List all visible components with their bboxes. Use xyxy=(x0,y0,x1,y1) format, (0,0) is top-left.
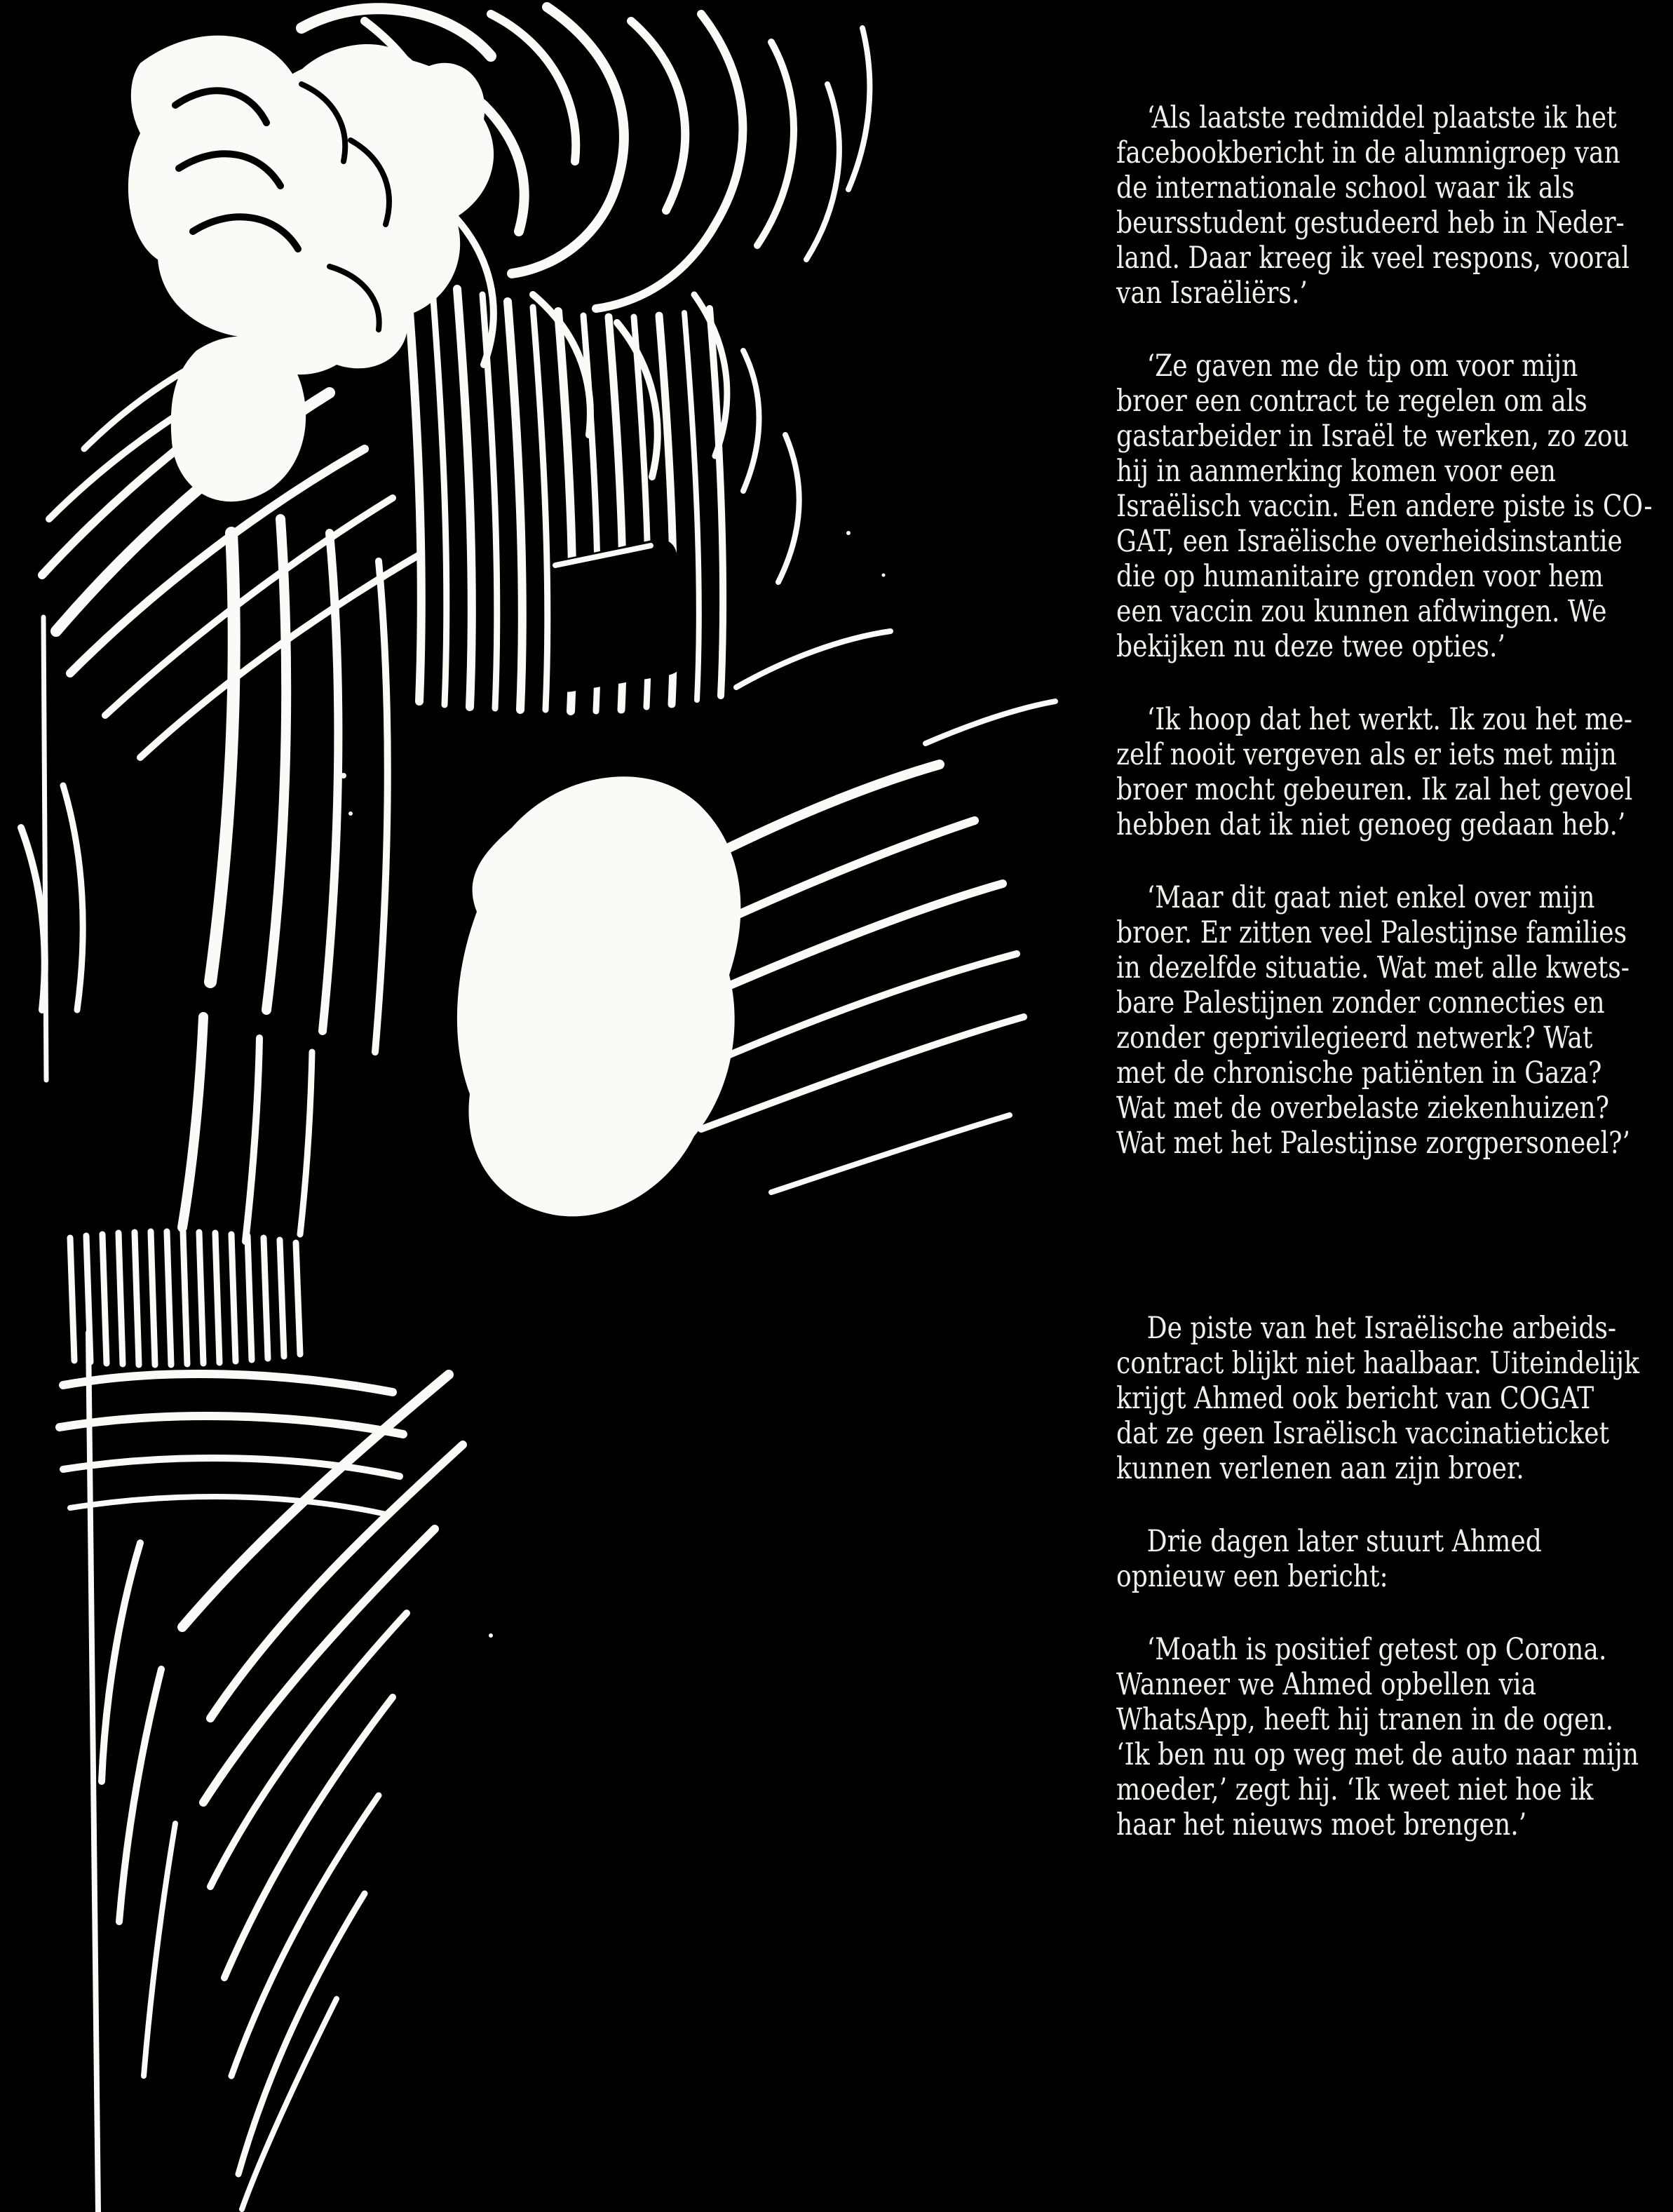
text-line: van Israëliërs.’ xyxy=(1116,276,1308,311)
cuff-ribs xyxy=(70,1232,300,1365)
text-line: ‘Moath is positief getest op Corona. xyxy=(1146,1632,1607,1667)
text-line: ‘Ik ben nu op weg met de auto naar mijn xyxy=(1116,1737,1639,1772)
article-section-2 xyxy=(1116,1311,1664,1842)
phone-shape xyxy=(551,539,684,692)
text-line: hebben dat ik niet genoeg gedaan heb.’ xyxy=(1116,807,1626,842)
palm-patch xyxy=(171,337,306,502)
paragraph xyxy=(1116,880,1664,1161)
text-line: Wat met de overbelaste ziekenhuizen? xyxy=(1116,1091,1610,1126)
paragraph xyxy=(1116,349,1664,664)
paragraph xyxy=(1116,1524,1664,1594)
text-line: broer. Er zitten veel Palestijnse families xyxy=(1116,915,1627,950)
text-line: beursstudent gestudeerd heb in Neder- xyxy=(1116,205,1625,241)
text-line: kunnen verlenen aan zijn broer. xyxy=(1116,1451,1524,1486)
edge-lines xyxy=(21,617,98,2212)
text-line: bekijken nu deze twee opties.’ xyxy=(1116,629,1506,664)
text-line: De piste van het Israëlische arbeids- xyxy=(1146,1311,1617,1346)
paragraph xyxy=(1116,100,1664,311)
text-line: bare Palestijnen zonder connecties en xyxy=(1116,985,1605,1020)
text-line: land. Daar kreeg ik veel respons, vooral xyxy=(1116,241,1630,276)
text-line: de internationale school waar ik als xyxy=(1116,170,1575,205)
text-line: facebookbericht in de alumnigroep van xyxy=(1116,135,1620,170)
text-line: ‘Ze gaven me de tip om voor mijn xyxy=(1146,349,1578,384)
text-line: die op humanitaire gronden voor hem xyxy=(1116,559,1604,594)
text-line: contract blijkt niet haalbaar. Uiteindelijk xyxy=(1116,1346,1639,1381)
text-line: in dezelfde situatie. Wat met alle kwets- xyxy=(1116,950,1630,985)
text-line: gastarbeider in Israël te werken, zo zou xyxy=(1116,419,1629,454)
article-text-column xyxy=(1116,100,1664,1880)
text-line: opnieuw een bericht: xyxy=(1116,1559,1388,1594)
text-line: broer mocht gebeuren. Ik zal het gevoel xyxy=(1116,772,1633,807)
text-line: Wat met het Palestijnse zorgpersoneel?’ xyxy=(1116,1126,1631,1161)
text-line: moeder,’ zegt hij. ‘Ik weet niet hoe ik xyxy=(1116,1772,1594,1807)
article-section-1 xyxy=(1116,100,1664,1161)
text-line: GAT, een Israëlische overheidsinstantie xyxy=(1116,524,1623,559)
text-line: ‘Als laatste redmiddel plaatste ik het xyxy=(1146,100,1617,135)
paragraph xyxy=(1116,1311,1664,1486)
text-line: ‘Ik hoop dat het werkt. Ik zou het me- xyxy=(1146,702,1632,737)
text-line: Israëlisch vaccin. Een andere piste is CO- xyxy=(1116,489,1653,524)
text-line: dat ze geen Israëlisch vaccinatieticket xyxy=(1116,1416,1610,1451)
text-line: met de chronische patiënten in Gaza? xyxy=(1116,1056,1602,1091)
paragraph xyxy=(1116,1632,1664,1842)
text-line: Drie dagen later stuurt Ahmed xyxy=(1146,1524,1542,1559)
text-line: een vaccin zou kunnen afdwingen. We xyxy=(1116,594,1607,629)
text-line: Wanneer we Ahmed opbellen via xyxy=(1116,1667,1536,1702)
text-line: ‘Maar dit gaat niet enkel over mijn xyxy=(1146,880,1595,915)
text-line: zelf nooit vergeven als er iets met mijn xyxy=(1116,737,1617,772)
text-line: krijgt Ahmed ook bericht van COGAT xyxy=(1116,1381,1594,1416)
text-line: hij in aanmerking komen voor een xyxy=(1116,454,1556,489)
cuff-wave-strokes xyxy=(60,1374,403,1515)
hair-highlight-patch xyxy=(128,36,494,375)
text-line: zonder geprivilegieerd netwerk? Wat xyxy=(1116,1020,1593,1056)
text-line: WhatsApp, heeft hij tranen in de ogen. xyxy=(1116,1702,1614,1737)
text-line: haar het nieuws moet brengen.’ xyxy=(1116,1807,1527,1842)
paragraph xyxy=(1116,702,1664,842)
text-line: broer een contract te regelen om als xyxy=(1116,384,1587,419)
